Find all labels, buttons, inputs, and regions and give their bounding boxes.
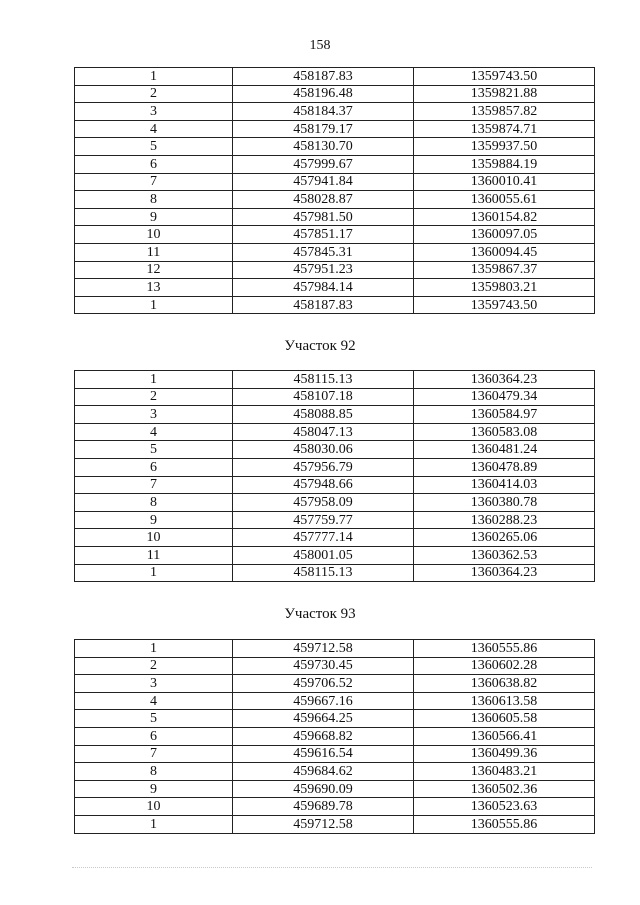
y-coordinate-cell: 1360605.58 xyxy=(414,710,595,728)
point-number-cell: 1 xyxy=(75,371,233,389)
y-coordinate-cell: 1360566.41 xyxy=(414,727,595,745)
table-row xyxy=(75,441,595,459)
y-coordinate-cell: 1360154.82 xyxy=(414,208,595,226)
x-coordinate-cell: 458030.06 xyxy=(233,441,414,459)
y-coordinate-cell: 1360414.03 xyxy=(414,476,595,494)
table-row xyxy=(75,657,595,675)
coordinates-table xyxy=(74,639,595,834)
y-coordinate-cell: 1359821.88 xyxy=(414,85,595,103)
x-coordinate-cell: 457999.67 xyxy=(233,155,414,173)
x-coordinate-cell: 457845.31 xyxy=(233,243,414,261)
y-coordinate-cell: 1359884.19 xyxy=(414,155,595,173)
table-row xyxy=(75,138,595,156)
y-coordinate-cell: 1360555.86 xyxy=(414,640,595,658)
point-number-cell: 1 xyxy=(75,640,233,658)
point-number-cell: 2 xyxy=(75,85,233,103)
y-coordinate-cell: 1360364.23 xyxy=(414,564,595,582)
point-number-cell: 1 xyxy=(75,564,233,582)
x-coordinate-cell: 458187.83 xyxy=(233,296,414,314)
y-coordinate-cell: 1360380.78 xyxy=(414,494,595,512)
y-coordinate-cell: 1359937.50 xyxy=(414,138,595,156)
point-number-cell: 8 xyxy=(75,763,233,781)
y-coordinate-cell: 1360481.24 xyxy=(414,441,595,459)
table-row xyxy=(75,494,595,512)
x-coordinate-cell: 457958.09 xyxy=(233,494,414,512)
y-coordinate-cell: 1360502.36 xyxy=(414,780,595,798)
y-coordinate-cell: 1359803.21 xyxy=(414,279,595,297)
point-number-cell: 10 xyxy=(75,529,233,547)
x-coordinate-cell: 457956.79 xyxy=(233,458,414,476)
table-row xyxy=(75,745,595,763)
x-coordinate-cell: 458115.13 xyxy=(233,564,414,582)
table-row xyxy=(75,191,595,209)
y-coordinate-cell: 1360483.21 xyxy=(414,763,595,781)
point-number-cell: 10 xyxy=(75,226,233,244)
point-number-cell: 2 xyxy=(75,657,233,675)
table-row xyxy=(75,458,595,476)
y-coordinate-cell: 1359874.71 xyxy=(414,120,595,138)
x-coordinate-cell: 459689.78 xyxy=(233,798,414,816)
table-row xyxy=(75,155,595,173)
x-coordinate-cell: 459684.62 xyxy=(233,763,414,781)
table-row xyxy=(75,120,595,138)
point-number-cell: 7 xyxy=(75,745,233,763)
y-coordinate-cell: 1360523.63 xyxy=(414,798,595,816)
x-coordinate-cell: 458196.48 xyxy=(233,85,414,103)
coordinates-table xyxy=(74,370,595,582)
y-coordinate-cell: 1359743.50 xyxy=(414,68,595,86)
y-coordinate-cell: 1359743.50 xyxy=(414,296,595,314)
table-row xyxy=(75,815,595,833)
x-coordinate-cell: 459712.58 xyxy=(233,640,414,658)
x-coordinate-cell: 458187.83 xyxy=(233,68,414,86)
point-number-cell: 6 xyxy=(75,155,233,173)
x-coordinate-cell: 459690.09 xyxy=(233,780,414,798)
y-coordinate-cell: 1360288.23 xyxy=(414,511,595,529)
x-coordinate-cell: 457951.23 xyxy=(233,261,414,279)
y-coordinate-cell: 1360555.86 xyxy=(414,815,595,833)
table-row xyxy=(75,780,595,798)
point-number-cell: 3 xyxy=(75,406,233,424)
table-row xyxy=(75,208,595,226)
coordinates-table xyxy=(74,67,595,314)
x-coordinate-cell: 458179.17 xyxy=(233,120,414,138)
x-coordinate-cell: 459667.16 xyxy=(233,692,414,710)
point-number-cell: 9 xyxy=(75,511,233,529)
point-number-cell: 1 xyxy=(75,296,233,314)
table-row xyxy=(75,423,595,441)
y-coordinate-cell: 1360638.82 xyxy=(414,675,595,693)
y-coordinate-cell: 1360362.53 xyxy=(414,546,595,564)
y-coordinate-cell: 1360265.06 xyxy=(414,529,595,547)
x-coordinate-cell: 458184.37 xyxy=(233,103,414,121)
table-row xyxy=(75,476,595,494)
y-coordinate-cell: 1360583.08 xyxy=(414,423,595,441)
point-number-cell: 4 xyxy=(75,423,233,441)
point-number-cell: 4 xyxy=(75,692,233,710)
x-coordinate-cell: 459706.52 xyxy=(233,675,414,693)
table-row xyxy=(75,261,595,279)
y-coordinate-cell: 1360479.34 xyxy=(414,388,595,406)
y-coordinate-cell: 1360478.89 xyxy=(414,458,595,476)
y-coordinate-cell: 1359867.37 xyxy=(414,261,595,279)
table-row xyxy=(75,640,595,658)
x-coordinate-cell: 458115.13 xyxy=(233,371,414,389)
table-row xyxy=(75,675,595,693)
x-coordinate-cell: 458130.70 xyxy=(233,138,414,156)
table-row xyxy=(75,388,595,406)
y-coordinate-cell: 1359857.82 xyxy=(414,103,595,121)
table-row xyxy=(75,564,595,582)
point-number-cell: 9 xyxy=(75,780,233,798)
point-number-cell: 6 xyxy=(75,458,233,476)
table-row xyxy=(75,371,595,389)
point-number-cell: 3 xyxy=(75,103,233,121)
table-row xyxy=(75,296,595,314)
page-number: 158 xyxy=(309,38,331,53)
y-coordinate-cell: 1360584.97 xyxy=(414,406,595,424)
x-coordinate-cell: 457759.77 xyxy=(233,511,414,529)
point-number-cell: 12 xyxy=(75,261,233,279)
y-coordinate-cell: 1360613.58 xyxy=(414,692,595,710)
table-row xyxy=(75,692,595,710)
table-row xyxy=(75,529,595,547)
point-number-cell: 7 xyxy=(75,173,233,191)
x-coordinate-cell: 459668.82 xyxy=(233,727,414,745)
point-number-cell: 11 xyxy=(75,243,233,261)
y-coordinate-cell: 1360097.05 xyxy=(414,226,595,244)
x-coordinate-cell: 459730.45 xyxy=(233,657,414,675)
table-row xyxy=(75,279,595,297)
x-coordinate-cell: 457941.84 xyxy=(233,173,414,191)
table-row xyxy=(75,763,595,781)
point-number-cell: 10 xyxy=(75,798,233,816)
table-row xyxy=(75,103,595,121)
point-number-cell: 8 xyxy=(75,191,233,209)
x-coordinate-cell: 458001.05 xyxy=(233,546,414,564)
point-number-cell: 7 xyxy=(75,476,233,494)
x-coordinate-cell: 458088.85 xyxy=(233,406,414,424)
y-coordinate-cell: 1360364.23 xyxy=(414,371,595,389)
point-number-cell: 5 xyxy=(75,138,233,156)
table-row xyxy=(75,243,595,261)
section-heading: Участок 92 xyxy=(284,338,356,354)
point-number-cell: 11 xyxy=(75,546,233,564)
point-number-cell: 1 xyxy=(75,815,233,833)
section-heading: Участок 93 xyxy=(284,606,356,622)
x-coordinate-cell: 457851.17 xyxy=(233,226,414,244)
point-number-cell: 6 xyxy=(75,727,233,745)
y-coordinate-cell: 1360499.36 xyxy=(414,745,595,763)
point-number-cell: 2 xyxy=(75,388,233,406)
x-coordinate-cell: 458047.13 xyxy=(233,423,414,441)
x-coordinate-cell: 459712.58 xyxy=(233,815,414,833)
table-row xyxy=(75,85,595,103)
point-number-cell: 3 xyxy=(75,675,233,693)
point-number-cell: 13 xyxy=(75,279,233,297)
x-coordinate-cell: 459616.54 xyxy=(233,745,414,763)
table-row xyxy=(75,226,595,244)
x-coordinate-cell: 459664.25 xyxy=(233,710,414,728)
x-coordinate-cell: 458107.18 xyxy=(233,388,414,406)
x-coordinate-cell: 457777.14 xyxy=(233,529,414,547)
footer-divider xyxy=(72,863,592,868)
x-coordinate-cell: 457948.66 xyxy=(233,476,414,494)
point-number-cell: 5 xyxy=(75,710,233,728)
table-row xyxy=(75,173,595,191)
y-coordinate-cell: 1360055.61 xyxy=(414,191,595,209)
y-coordinate-cell: 1360602.28 xyxy=(414,657,595,675)
point-number-cell: 9 xyxy=(75,208,233,226)
x-coordinate-cell: 457984.14 xyxy=(233,279,414,297)
point-number-cell: 1 xyxy=(75,68,233,86)
table-row xyxy=(75,798,595,816)
x-coordinate-cell: 458028.87 xyxy=(233,191,414,209)
table-row xyxy=(75,710,595,728)
table-row xyxy=(75,68,595,86)
table-row xyxy=(75,511,595,529)
point-number-cell: 5 xyxy=(75,441,233,459)
x-coordinate-cell: 457981.50 xyxy=(233,208,414,226)
y-coordinate-cell: 1360010.41 xyxy=(414,173,595,191)
point-number-cell: 8 xyxy=(75,494,233,512)
point-number-cell: 4 xyxy=(75,120,233,138)
table-row xyxy=(75,727,595,745)
table-row xyxy=(75,406,595,424)
table-row xyxy=(75,546,595,564)
y-coordinate-cell: 1360094.45 xyxy=(414,243,595,261)
